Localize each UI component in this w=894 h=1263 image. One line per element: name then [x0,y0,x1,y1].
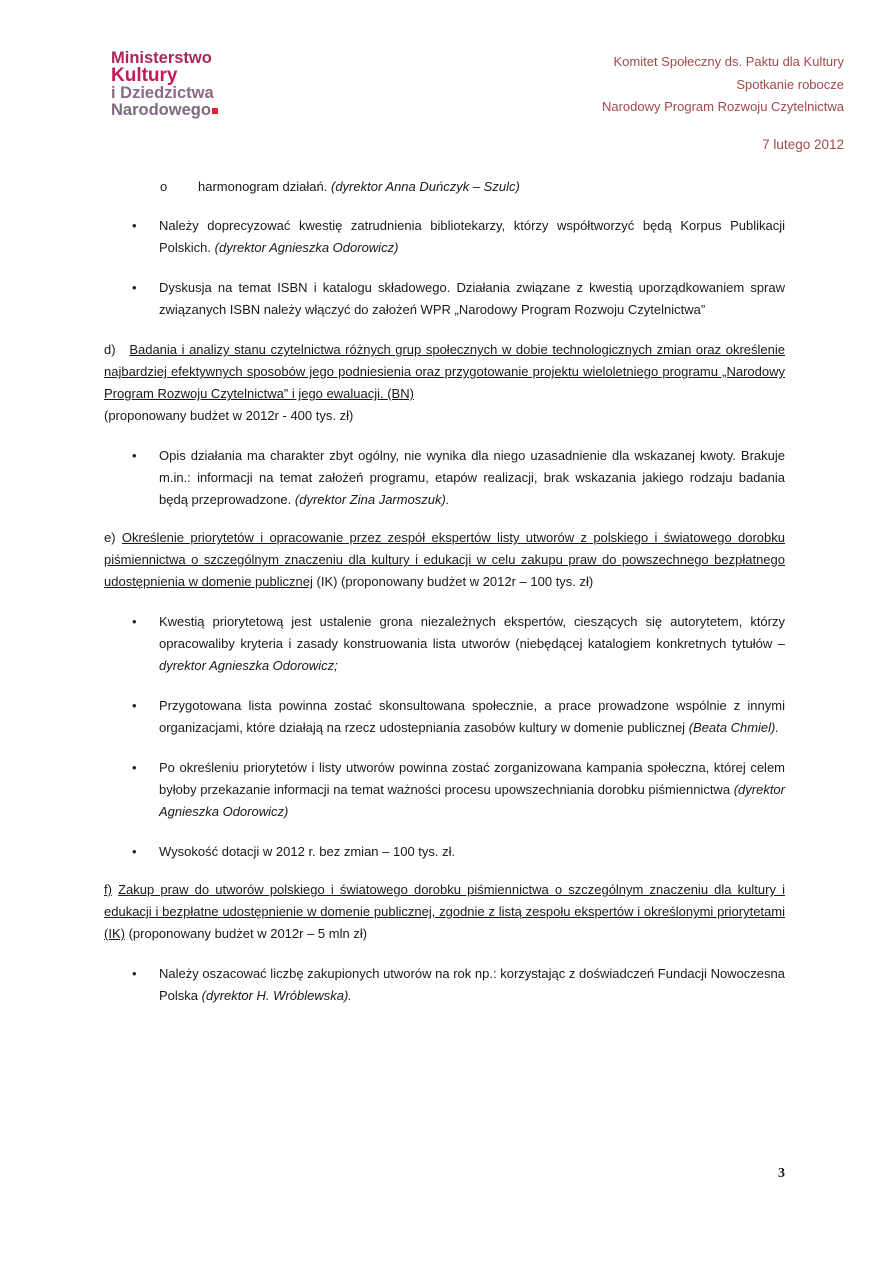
bullet-icon: • [132,844,137,859]
bullet-icon: • [132,698,137,713]
bullet-item [104,277,785,321]
ministry-logo [111,50,218,119]
item-text: Opis działania ma charakter zbyt ogólny, nie wynika dla niego uzasadnienie dla wskazanej kwoty. Brakuje m.in.: informacji na temat założeń programu, etapów realizacji, brak wskazania jakiego rodzaju badania będą przeprowadzone. [159,448,785,507]
bullet-item [104,757,785,823]
item-author: (dyrektor Agnieszka Odorowicz) [214,240,399,255]
bullet-item [104,445,785,511]
bullet-icon: • [132,280,137,295]
item-text: Po określeniu priorytetów i listy utworów powinna zostać zorganizowana kampania społeczna, której celem byłoby przekazanie informacji na temat ważności procesu upowszechniania dorobku piśmiennictwa [159,760,785,797]
section-title: Określenie priorytetów i opracowanie przez zespół ekspertów listy utworów z polskiego i światowego dorobku piśmiennictwa o szczególnym znaczeniu dla kultury i edukacji w celu zakupu praw do powszechnego bezpłatnego udostępnienia w domenie publicznej [104,530,785,589]
item-text: Przygotowana lista powinna zostać skonsultowana społecznie, a prace prowadzone wspólnie z innymi organizacjami, które działają na rzecz udostepniania zasobów kultury w domenie publicznej [159,698,785,735]
item-text: Dyskusja na temat ISBN i katalogu składowego. Działania związane z kwestią uporządkowaniem spraw związanych ISBN należy włączyć do założeń WPR „Narodowy Program Rozwoju Czytelnictwa” [159,280,785,317]
circle-bullet-icon: o [160,179,168,194]
bullet-icon: • [132,966,137,981]
bullet-item [104,695,785,739]
logo-line-4 [111,102,218,119]
section-label: f) [104,882,112,897]
bullet-item [104,611,785,677]
item-author: (dyrektor H. Wróblewska). [201,988,352,1003]
header-meeting: Spotkanie robocze [736,76,844,92]
item-author: (dyrektor Agnieszka Odorowicz) [159,782,785,819]
section-budget: (proponowany budżet w 2012r – 5 mln zł) [128,926,368,941]
bullet-icon: • [132,448,137,463]
section-e-heading [104,527,785,593]
bullet-item [104,963,785,1007]
document-header [602,54,844,122]
section-budget: (IK) (proponowany budżet w 2012r – 100 tys. zł) [316,574,594,589]
section-label: d) [104,342,116,357]
item-author: (Beata Chmiel). [688,720,779,735]
sub-bullet-item [104,176,785,198]
bullet-icon: • [132,760,137,775]
section-f-heading [104,879,785,945]
bullet-icon: • [132,218,137,233]
logo-line-4-text: Narodowego [111,101,211,119]
header-program: Narodowy Program Rozwoju Czytelnictwa [601,99,844,114]
logo-line-2: Kultury [111,65,178,86]
document-body [104,176,785,1007]
item-author: dyrektor Agnieszka Odorowicz; [159,658,338,673]
item-author: (dyrektor Zina Jarmoszuk). [294,492,450,507]
section-budget: (proponowany budżet w 2012r - 400 tys. zł) [104,408,354,423]
item-text: Należy doprecyzować kwestię zatrudnienia bibliotekarzy, którzy współtworzyć będą Korpus Publikacji Polskich. [159,218,785,255]
bullet-item [104,841,785,863]
logo-line-1: Ministerstwo [111,49,212,67]
item-text: Kwestią priorytetową jest ustalenie grona niezależnych ekspertów, cieszących się autorytetem, którzy opracowaliby kryteria i zasady konstruowania lista utworów (niebędącej katalogiem konkretnych tytułów – [159,614,785,651]
logo-dot-icon [212,108,218,114]
bullet-item [104,215,785,259]
section-d-heading [104,339,785,427]
section-title: Badania i analizy stanu czytelnictwa różnych grup społecznych w dobie technologicznych zmian oraz określenie najbardziej efektywnych sposobów jego podniesienia oraz przygotowanie projektu wieloletniego programu „Narodowy Program Rozwoju Czytelnictwa” i jego ewaluacji. (BN) [104,342,785,401]
item-text: Wysokość dotacji w 2012 r. bez zmian – 100 tys. zł. [159,844,456,859]
item-author: (dyrektor Anna Duńczyk – Szulc) [330,179,520,194]
bullet-icon: • [132,614,137,629]
document-date: 7 lutego 2012 [762,137,844,152]
item-text: Należy oszacować liczbę zakupionych utworów na rok np.: korzystając z doświadczeń Fundacji Nowoczesna Polska [159,966,785,1003]
section-label: e) [104,530,116,545]
page-number: 3 [778,1166,785,1181]
logo-line-3: i Dziedzictwa [111,84,214,102]
section-title: Zakup praw do utworów polskiego i światowego dorobku piśmiennictwa o szczególnym znaczeniu dla kultury i edukacji i bezpłatne udostępnienie w domenie publicznej, zgodnie z listą zespołu ekspertów i określonymi priorytetami (IK) [104,882,785,941]
header-committee: Komitet Społeczny ds. Paktu dla Kultury [613,54,844,69]
item-text: harmonogram działań. [198,179,328,194]
